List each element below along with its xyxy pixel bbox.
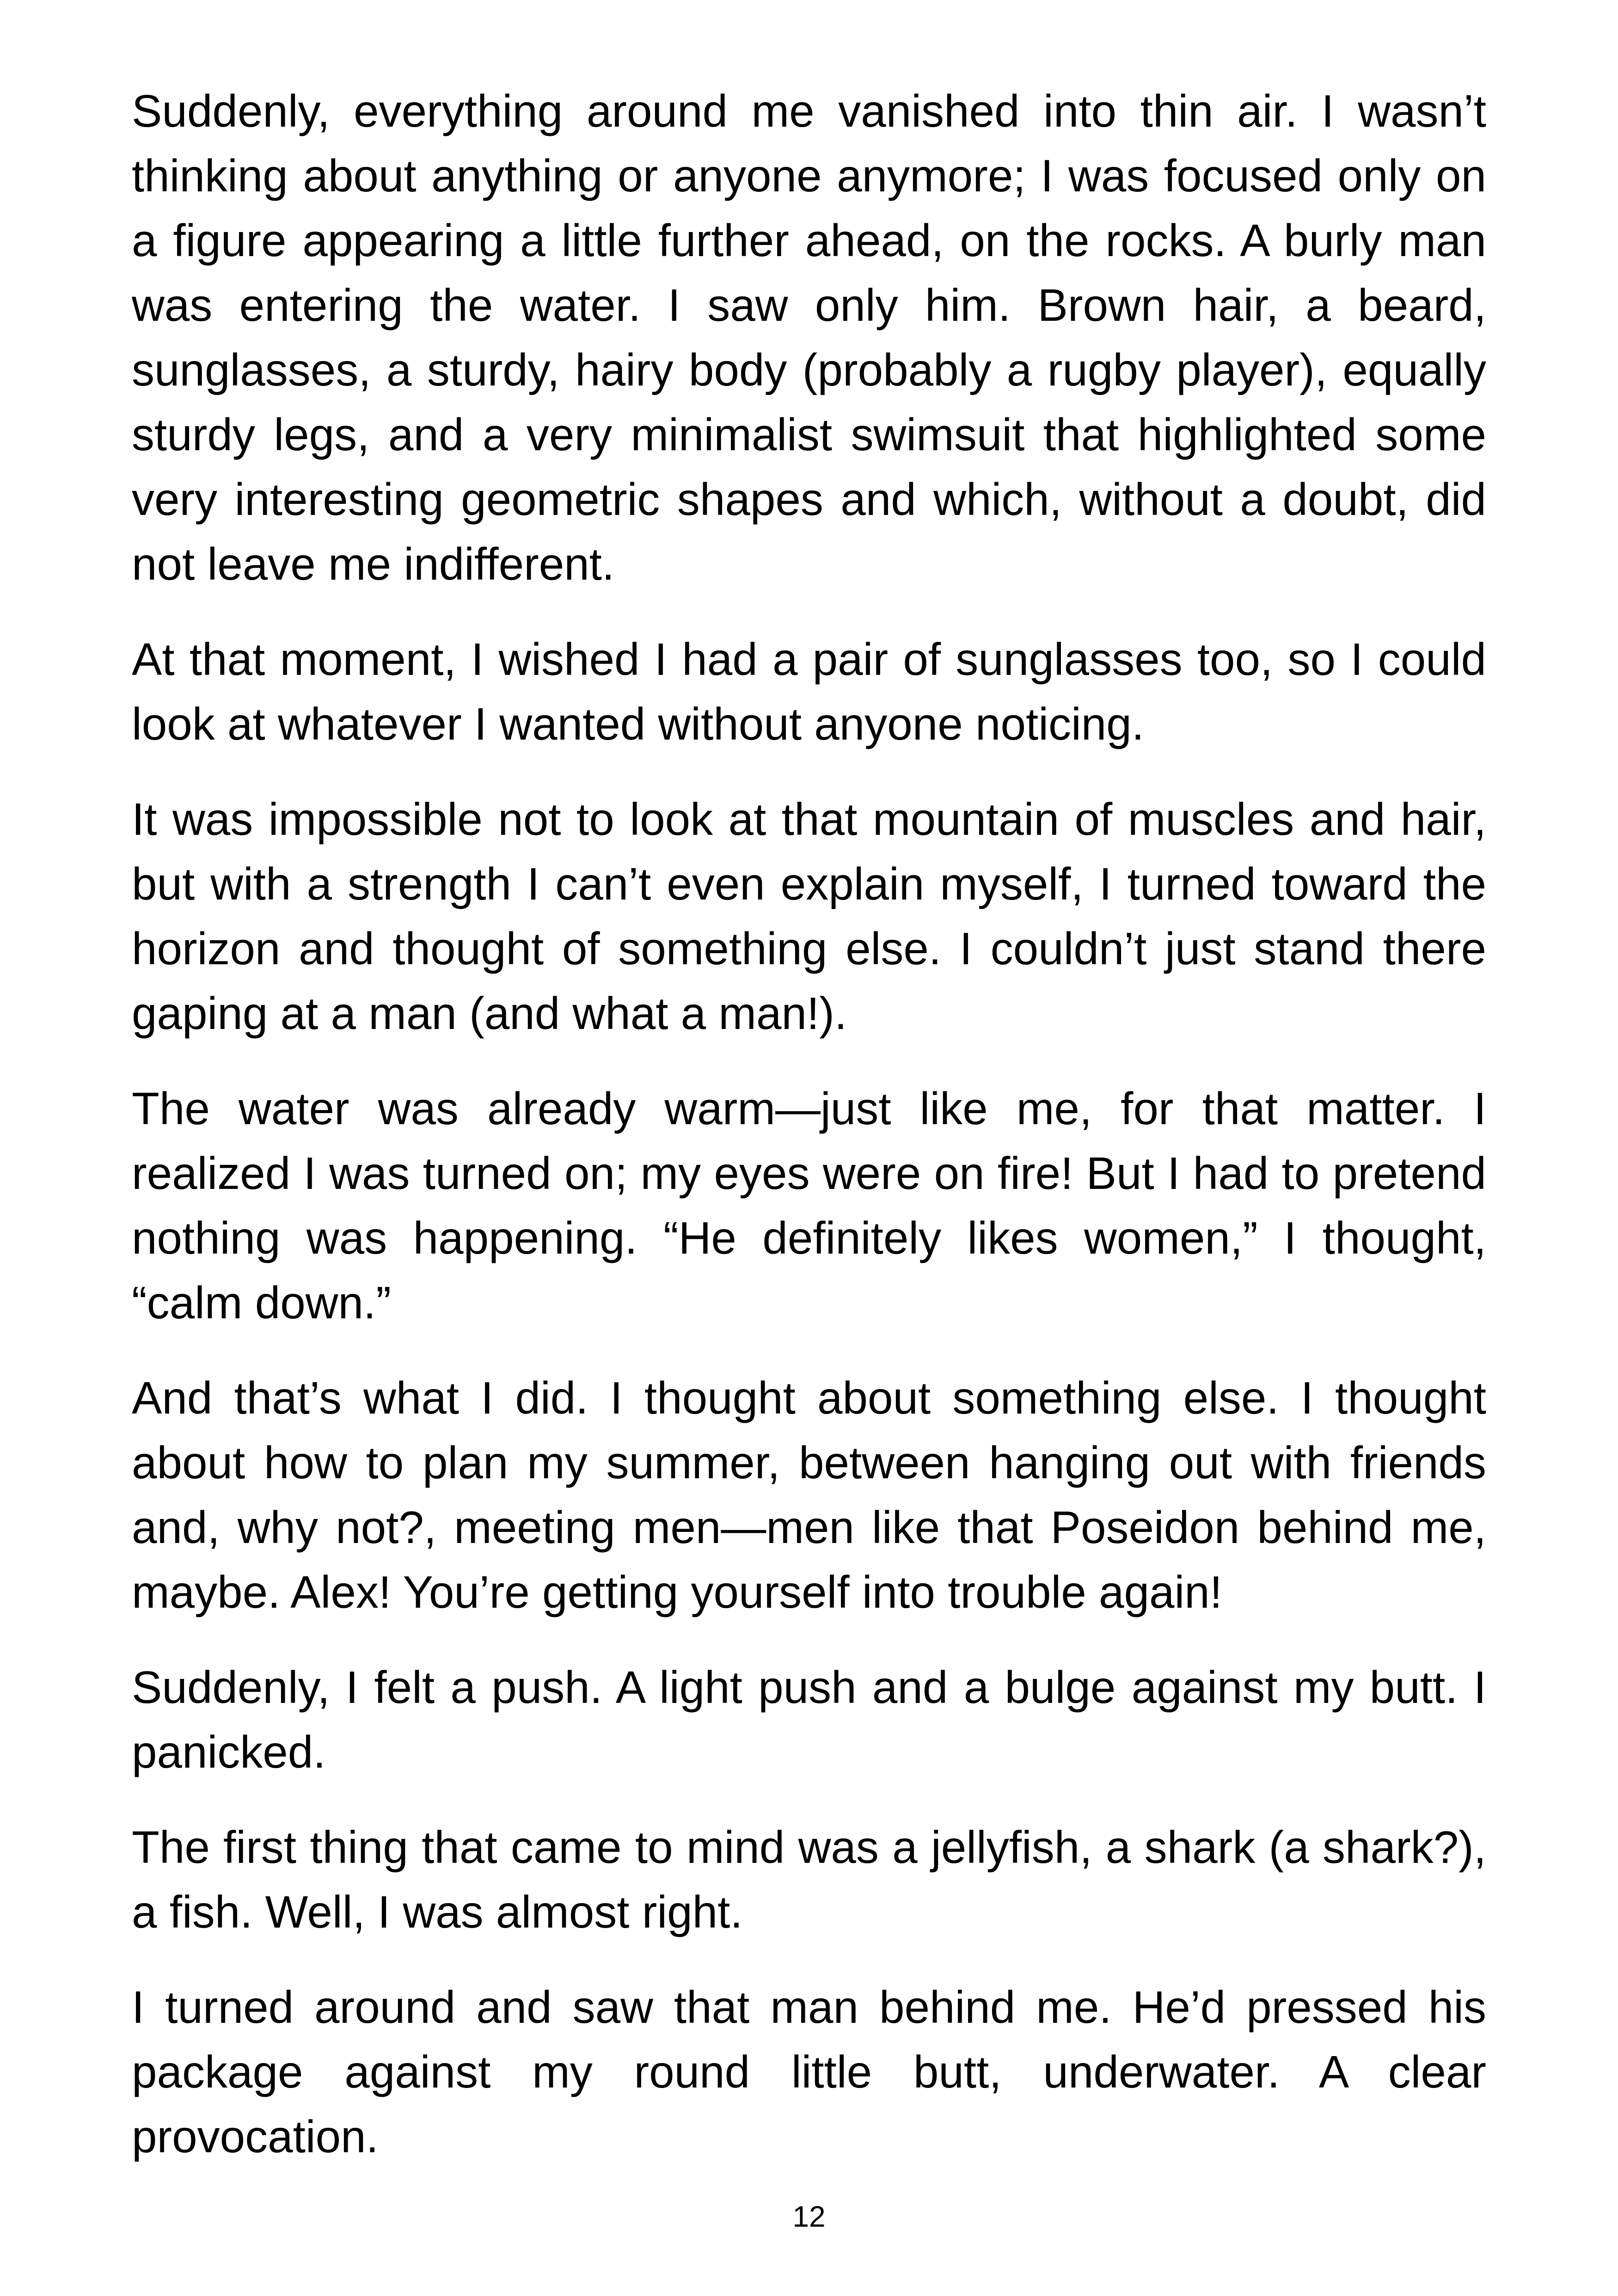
paragraph: At that moment, I wished I had a pair of sunglasses too, so I could look at whatever I wanted without anyone noticing. [132,634,1486,749]
paragraph: And that’s what I did. I thought about something else. I thought about how to plan my summer, between hanging out with friends and, why not?, meeting men—men like that Poseidon behind me, maybe. Alex! You’re getting yourself into trouble again! [132,1372,1486,1617]
paragraph: It was impossible not to look at that mountain of muscles and hair, but with a strength I can’t even explain myself, I turned toward the horizon and thought of something else. I couldn’t just stand there gaping at a man (and what a man!). [132,794,1486,1039]
page-body [132,79,1486,2199]
paragraph: Suddenly, everything around me vanished into thin air. I wasn’t thinking about anything or anyone anymore; I was focused only on a figure appearing a little further ahead, on the rocks. A burly man was entering the water. I saw only him. Brown hair, a beard, sunglasses, a sturdy, hairy body (probably a rugby player), equally sturdy legs, and a very minimalist swimsuit that highlighted some very interesting geometric shapes and which, without a doubt, did not leave me indifferent. [132,86,1486,589]
paragraph: The water was already warm—just like me, for that matter. I realized I was turned on; my eyes were on fire! But I had to pretend nothing was happening. “He definitely likes women,” I thought, “calm down.” [132,1083,1486,1328]
paragraph: Suddenly, I felt a push. A light push and a bulge against my butt. I panicked. [132,1662,1486,1777]
paragraph: The first thing that came to mind was a jellyfish, a shark (a shark?), a fish. Well, I was almost right. [132,1822,1486,1937]
paragraph: I turned around and saw that man behind me. He’d pressed his package against my round little butt, underwater. A clear provocation. [132,1982,1486,2162]
page-number: 12 [792,2200,826,2233]
